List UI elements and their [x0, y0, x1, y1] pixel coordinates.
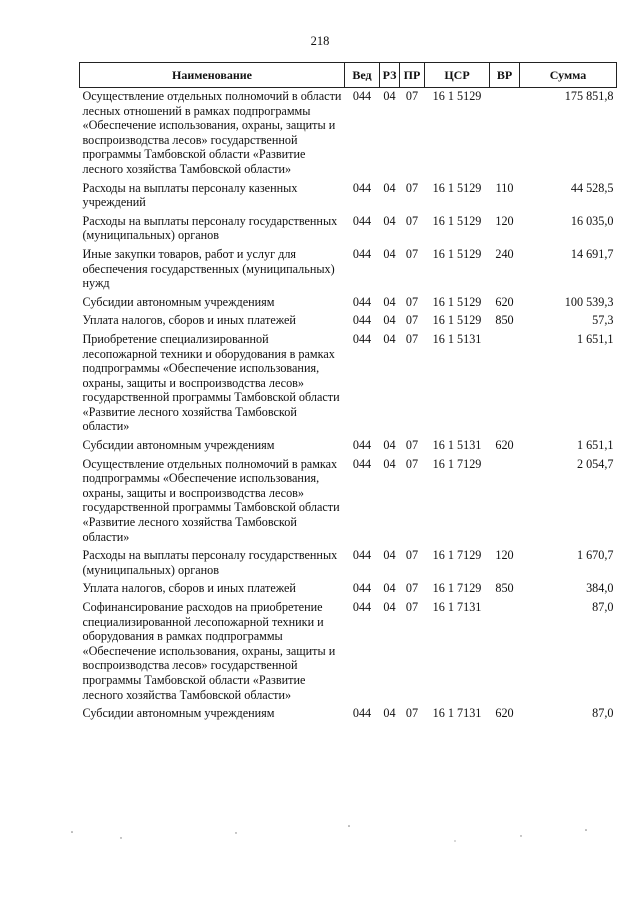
cell-name: Расходы на выплаты персоналу казенных учреждений	[82, 180, 298, 210]
cell-ved: 044	[352, 213, 372, 228]
cell-name: Иные закупки товаров, работ и услуг для обеспечения государственных (муниципальных) нужд	[82, 246, 335, 291]
header-name: Наименование	[80, 63, 345, 88]
cell-csr: 16 1 7129	[432, 581, 482, 596]
cell-sum: 16 035,0	[570, 213, 614, 228]
cell-csr: 16 1 5129	[432, 213, 482, 228]
cell-vr: 110	[495, 180, 514, 195]
cell-csr: 16 1 5131	[432, 331, 482, 346]
cell-pr: 07	[405, 89, 419, 103]
cell-rz: 04	[383, 180, 396, 195]
cell-name: Осуществление отдельных полномочий в рамках подпрограммы «Обеспечение использования, охраны, защиты и воспроизводства лесов» государственной программы Тамбовской области «Развитие лесного хозяйства Тамбовской области»	[82, 456, 340, 544]
cell-sum: 175 851,8	[564, 89, 614, 103]
cell-ved: 044	[352, 456, 372, 471]
cell-rz: 04	[383, 438, 396, 453]
cell-sum: 100 539,3	[564, 294, 614, 309]
cell-csr: 16 1 5129	[432, 313, 482, 328]
cell-ved: 044	[352, 438, 372, 453]
cell-pr: 07	[405, 600, 419, 614]
cell-csr: 16 1 5129	[432, 180, 482, 195]
cell-ved: 044	[352, 331, 372, 346]
cell-rz: 04	[383, 706, 396, 721]
cell-vr: 120	[495, 213, 514, 228]
cell-name: Софинансирование расходов на приобретение специализированной лесопожарной техники и оборудования в рамках подпрограммы «Обеспечение использования, охраны, защиты и воспроизводства лесов» государственной программы Тамбовской области «Развитие лесного хозяйства Тамбовской области»	[82, 600, 336, 702]
cell-sum: 14 691,7	[570, 246, 614, 261]
cell-pr: 07	[405, 706, 419, 721]
cell-ved: 044	[352, 294, 372, 309]
cell-name: Уплата налогов, сборов и иных платежей	[82, 313, 296, 328]
cell-csr: 16 1 7129	[432, 548, 482, 563]
cell-pr: 07	[405, 548, 419, 563]
cell-name: Субсидии автономным учреждениям	[82, 294, 275, 309]
cell-sum: 44 528,5	[570, 180, 614, 195]
cell-name: Субсидии автономным учреждениям	[82, 706, 275, 721]
cell-vr: 120	[495, 548, 514, 563]
cell-sum: 2 054,7	[576, 456, 614, 471]
cell-vr: 850	[495, 313, 514, 328]
cell-sum: 1 651,1	[576, 331, 614, 346]
cell-pr: 07	[405, 331, 419, 346]
cell-pr: 07	[405, 581, 419, 596]
cell-ved: 044	[352, 600, 372, 614]
cell-csr: 16 1 5129	[432, 294, 482, 309]
cell-sum: 384,0	[586, 581, 614, 596]
cell-pr: 07	[405, 456, 419, 471]
cell-pr: 07	[405, 438, 419, 453]
header-vr: ВР	[490, 63, 520, 88]
cell-vr: 620	[495, 438, 514, 453]
cell-rz: 04	[383, 89, 396, 103]
cell-rz: 04	[383, 246, 396, 261]
header-csr: ЦСР	[425, 63, 490, 88]
cell-sum: 57,3	[592, 313, 614, 328]
cell-vr: 240	[495, 246, 514, 261]
cell-ved: 044	[352, 581, 372, 596]
cell-rz: 04	[383, 331, 396, 346]
header-pr: ПР	[400, 63, 425, 88]
cell-vr: 620	[495, 294, 514, 309]
cell-ved: 044	[352, 180, 372, 195]
cell-ved: 044	[352, 548, 372, 563]
cell-rz: 04	[383, 456, 396, 471]
page-number: 218	[310, 34, 330, 48]
cell-pr: 07	[405, 246, 419, 261]
cell-name: Уплата налогов, сборов и иных платежей	[82, 581, 296, 596]
cell-sum: 87,0	[592, 600, 614, 614]
cell-ved: 044	[352, 313, 372, 328]
cell-csr: 16 1 5129	[432, 89, 482, 103]
cell-rz: 04	[383, 313, 396, 328]
cell-rz: 04	[383, 548, 396, 563]
cell-name: Расходы на выплаты персоналу государственных (муниципальных) органов	[82, 548, 338, 577]
cell-ved: 044	[352, 89, 372, 103]
header-sum: Сумма	[520, 63, 617, 88]
cell-pr: 07	[405, 313, 419, 328]
cell-rz: 04	[383, 213, 396, 228]
cell-csr: 16 1 7131	[432, 706, 482, 721]
cell-csr: 16 1 5129	[432, 246, 482, 261]
cell-sum: 1 670,7	[576, 548, 614, 563]
cell-pr: 07	[405, 180, 419, 195]
cell-pr: 07	[405, 294, 419, 309]
header-rz: РЗ	[380, 63, 400, 88]
cell-csr: 16 1 7131	[432, 600, 482, 614]
cell-pr: 07	[405, 213, 419, 228]
cell-name: Приобретение специализированной лесопожарной техники и оборудования в рамках подпрограммы «Обеспечение использования, охраны, защиты и воспроизводства лесов» государственной программы Тамбовской области «Развитие лесного хозяйства Тамбовской области»	[82, 331, 340, 434]
cell-vr: 620	[495, 706, 514, 721]
cell-name: Осуществление отдельных полномочий в области лесных отношений в рамках подпрограммы «Обеспечение использования, охраны, защиты и воспроизводства лесов» государственной программы Тамбовской области «Развитие лесного хозяйства Тамбовской области»	[82, 89, 342, 176]
cell-sum: 87,0	[592, 706, 614, 721]
cell-rz: 04	[383, 294, 396, 309]
cell-name: Субсидии автономным учреждениям	[82, 438, 275, 453]
cell-ved: 044	[352, 246, 372, 261]
cell-ved: 044	[352, 706, 372, 721]
cell-sum: 1 651,1	[576, 438, 614, 453]
cell-rz: 04	[383, 581, 396, 596]
header-ved: Вед	[345, 63, 380, 88]
cell-name: Расходы на выплаты персоналу государственных (муниципальных) органов	[82, 213, 338, 243]
cell-rz: 04	[383, 600, 396, 614]
cell-vr: 850	[495, 581, 514, 596]
cell-csr: 16 1 7129	[432, 456, 482, 471]
cell-csr: 16 1 5131	[432, 438, 482, 453]
